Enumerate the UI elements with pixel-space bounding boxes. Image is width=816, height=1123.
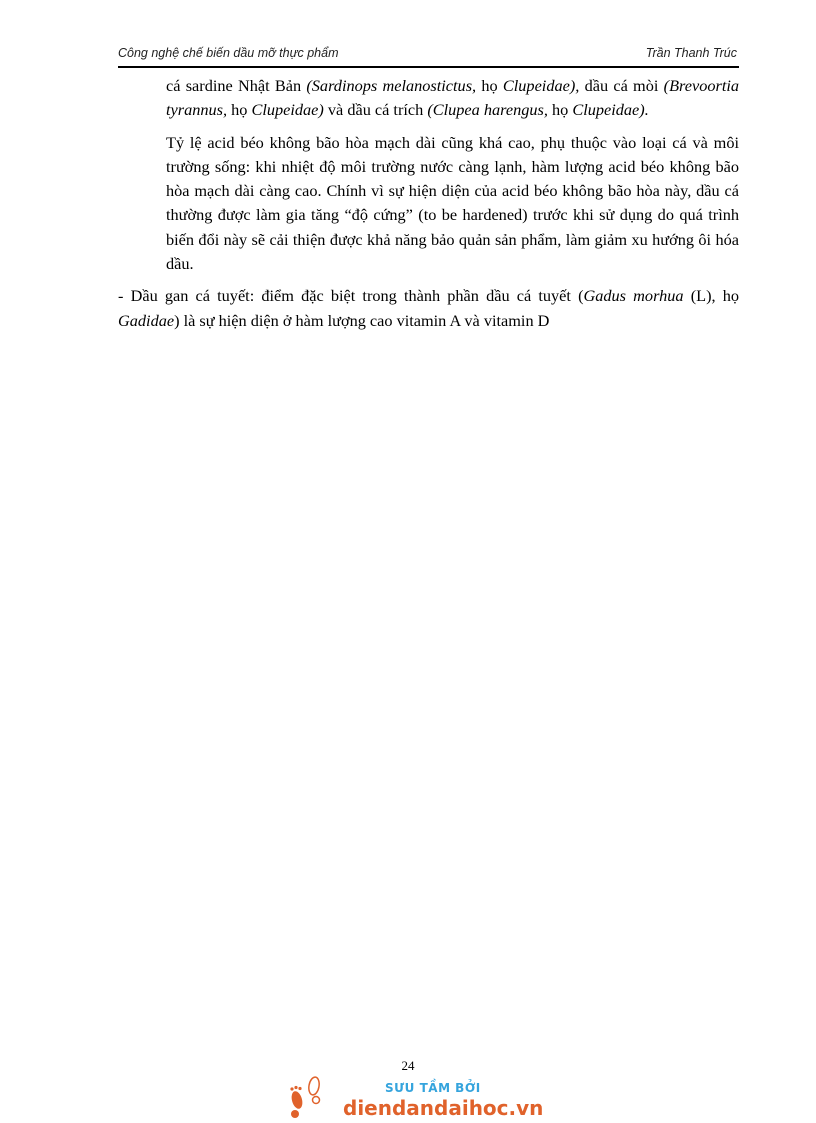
- italic-run: (Sardinops melanostictus,: [306, 76, 477, 95]
- italic-run: Clupeidae): [251, 100, 324, 120]
- italic-run: Clupeidae),: [502, 76, 580, 95]
- header-rule: [118, 66, 739, 68]
- indented-block: [166, 74, 739, 276]
- italic-run: (Brevoortia tyrannus,: [166, 76, 740, 120]
- watermark-tagline: SƯU TẦM BỞI: [385, 1081, 481, 1095]
- watermark: [283, 1070, 543, 1120]
- text-run: (L), họ: [683, 286, 740, 306]
- paragraph-unsaturated-fatty-acids: Tỷ lệ acid béo không bão hòa mạch dài cũng khá cao, phụ thuộc vào loại cá và môi trường sống: khi nhiệt độ môi trường nước càng lạnh, hàm lượng acid béo không bão hòa mạch dài càng cao. Chính vì sự hiện diện của acid béo không bão hòa này, dầu cá thường được làm gia tăng “độ cứng” (to be hardened) trước khi sử dụng do quá trình biến đổi này sẽ cải thiện được khả năng bảo quản sản phẩm, làm giảm xu hướng ôi hóa dầu.: [166, 132, 739, 274]
- text-run: ) là sự hiện diện ở hàm lượng cao vitamin A và vitamin D: [174, 310, 550, 330]
- text-run: họ: [547, 100, 573, 120]
- watermark-site: diendandaihoc.vn: [343, 1096, 544, 1120]
- text-run: và dầu cá trích: [323, 100, 428, 120]
- paragraph-cod-liver-oil: [118, 284, 739, 333]
- italic-run: (Clupea harengus,: [427, 100, 548, 120]
- body-text: [118, 74, 739, 333]
- running-header: [118, 46, 737, 66]
- paragraph-fish-oil-sources: [166, 74, 739, 123]
- italic-run: Clupeidae).: [572, 100, 649, 120]
- text-run: cá sardine Nhật Bản: [166, 76, 307, 95]
- header-author: Trần Thanh Trúc: [645, 46, 737, 60]
- header-document-title: Công nghệ chế biến dầu mỡ thực phẩm: [118, 46, 339, 60]
- footprints-logo-icon: [283, 1070, 329, 1120]
- italic-run: Gadus morhua: [583, 286, 684, 306]
- page-number: 24: [401, 1058, 415, 1073]
- italic-run: Gadidae: [118, 310, 175, 330]
- text-run: họ: [227, 100, 252, 120]
- text-run: - Dầu gan cá tuyết: điểm đặc biệt trong thành phần dầu cá tuyết (: [118, 286, 584, 306]
- text-run: dầu cá mòi: [579, 76, 664, 95]
- text-run: họ: [476, 76, 503, 95]
